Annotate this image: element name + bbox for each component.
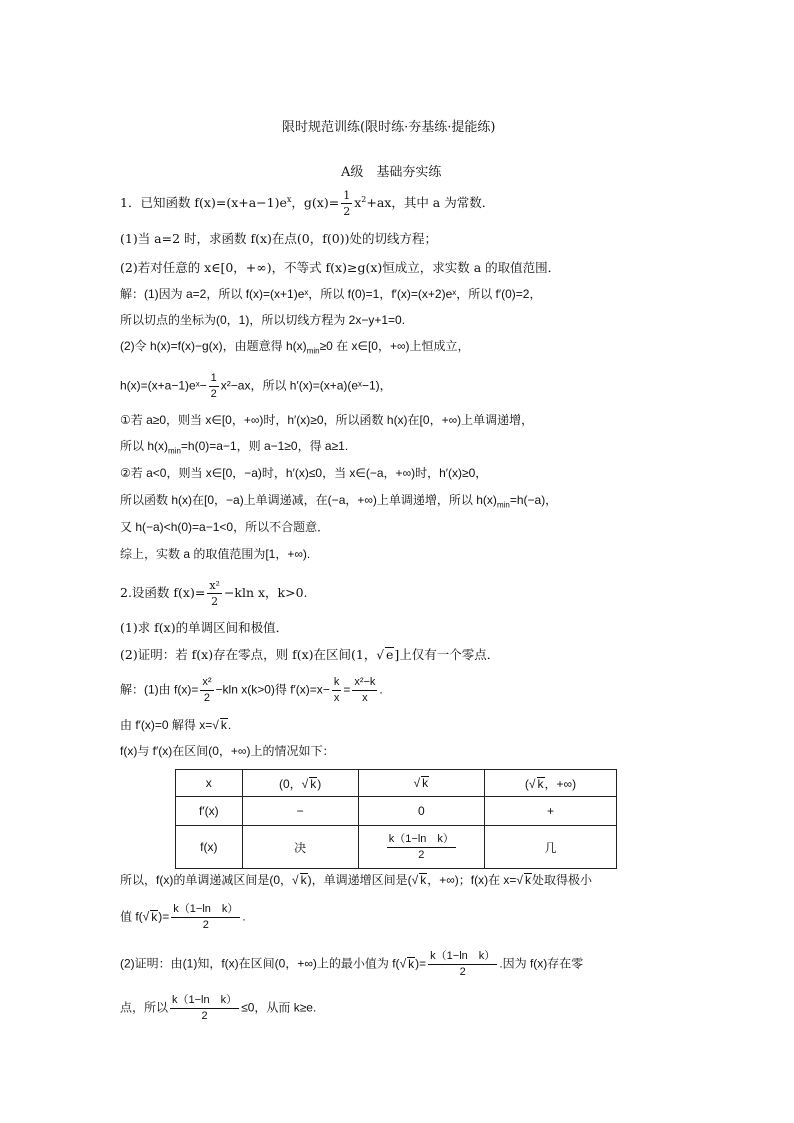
table-cell: $\frac{\text{k（1−ln k）}}{2}$	[358, 826, 484, 869]
problem-2-q1: (1)求 f(x)的单调区间和极值．	[120, 620, 289, 635]
problem-1-q2: (2)若对任意的 x∈[0，+∞)，不等式 f(x)≥g(x)恒成立，求实数 a 的取值范围．	[120, 260, 561, 275]
solution-1-line: 所以函数 h(x)在[0，−a)上单调递减，在(−a，+∞)上单调递增，所以 $h(x)_{min}=h(-a)$，	[120, 493, 558, 510]
solution-2-line: 由 f′(x)=0 解得 x=√ k.	[120, 718, 232, 732]
solution-1-line: 所以切点的坐标为(0，1)，所以切线方程为 2x−y+1=0.	[120, 313, 406, 327]
problem-1-q1: (1)当 a=2 时，求函数 f(x)在点(0，f(0))处的切线方程；	[120, 231, 437, 246]
table-row	[176, 770, 617, 797]
table-cell: 0	[358, 797, 484, 826]
table-cell: 几	[485, 826, 617, 869]
table-cell: √ k	[358, 770, 484, 797]
problem-1-stem: 1．已知函数 $f(x)=(x+a-1)e^x$，g(x)= $\frac{1}{2}$ $x^2+ax$，其中 a 为常数．	[120, 189, 495, 218]
solution-2-line: 点，所以 $\frac{\text{k（1−ln k）}}{2}$ ≤0，从而 k≥e.	[120, 994, 317, 1022]
table-row	[176, 797, 617, 826]
solution-1-line: ①若 a≥0，则当 x∈[0，+∞)时，h′(x)≥0，所以函数 h(x)在[0，+∞)上单调递增，	[120, 413, 534, 427]
sign-table	[175, 769, 617, 869]
problem-2-stem: 2.设函数 f(x)= $\frac{\text{x²}}{2}$ −kln x，k>0.	[120, 579, 308, 608]
table-cell: 决	[242, 826, 358, 869]
solution-1-line: (2)令 h(x)=f(x)−g(x)，由题意得 $h(x)_{min}\ge 0$ 在 x∈[0，+∞)上恒成立，	[120, 339, 470, 356]
table-cell: (√ k，+∞)	[485, 770, 617, 797]
table-row	[176, 826, 617, 869]
section-heading: A级 基础夯实练	[341, 165, 442, 180]
problem-2-q2: (2)证明：若 f(x)存在零点，则 f(x)在区间(1，√ e]上仅有一个零点．	[120, 647, 500, 662]
solution-1-line: 所以 $h(x)_{min}=h(0)=a-1$，则 a−1≥0，得 a≥1.	[120, 439, 349, 456]
solution-1-line: 解：(1)因为 a=2，所以 f(x)=(x+1)eˣ，所以 f(0)=1，f′(x)=(x+2)eˣ，所以 f′(0)=2，	[120, 287, 542, 301]
table-cell: +	[485, 797, 617, 826]
solution-1-line: 综上，实数 a 的取值范围为[1，+∞).	[120, 547, 311, 561]
solution-2-line: 所以，f(x)的单调递减区间是(0，√ k)，单调递增区间是(√ k，+∞)；f(x)在 x=√ k处取得极小	[120, 873, 593, 887]
page-title: 限时规范训练(限时练·夯基练·提能练)	[282, 120, 496, 135]
table-cell: f′(x)	[176, 797, 243, 826]
solution-1-line: 又 h(−a)<h(0)=a−1<0，所以不合题意．	[120, 520, 330, 534]
table-cell: f(x)	[176, 826, 243, 869]
solution-2-line: f(x)与 f′(x)在区间(0，+∞)上的情况如下：	[120, 744, 335, 758]
solution-2-line: (2)证明：由(1)知，f(x)在区间(0，+∞)上的最小值为 f(√ k)= $\frac{\text{k（1−ln k）}}{2}$ .因为 f(x)存在零	[120, 950, 584, 978]
table-cell: x	[176, 770, 243, 797]
solution-2-line: 解：(1)由 f(x)= $\frac{\text{x²}}{2}$ −kln x(k>0)得 f′(x)=x− $\frac{k}{x}$ = $\frac{\text{x²−k}}{x}$ .	[120, 676, 383, 704]
solution-1-line: ②若 a<0，则当 x∈[0，−a)时，h′(x)≤0，当 x∈(−a，+∞)时，h′(x)≥0，	[120, 466, 488, 480]
table-cell: (0，√ k)	[242, 770, 358, 797]
solution-1-line: h(x)=(x+a−1)eˣ− $\frac{1}{2}$ x²−ax，所以 h′(x)=(x+a)(eˣ−1)，	[120, 372, 392, 400]
solution-2-line: 值 f(√ k)= $\frac{\text{k（1−ln k）}}{2}$ .	[120, 903, 246, 931]
table-cell: −	[242, 797, 358, 826]
